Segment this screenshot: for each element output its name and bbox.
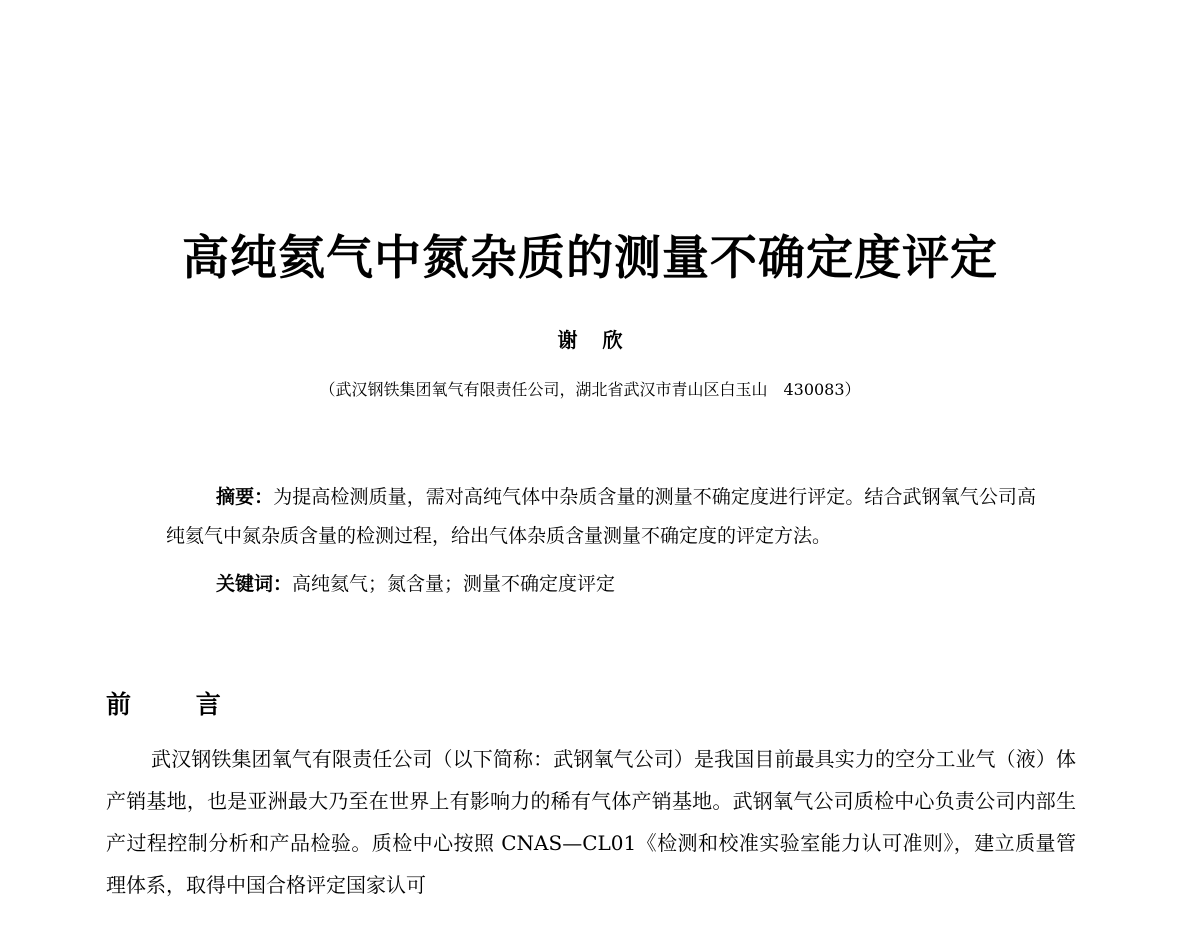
author-name: 谢 欣 [557,328,623,352]
abstract-label: 摘要： [216,486,274,508]
abstract-block [166,478,1036,604]
keywords-line [166,565,1036,604]
abstract-text: 为提高检测质量，需对高纯气体中杂质含量的测量不确定度进行评定。结合武钢氧气公司高纯氦气中氮杂质含量的检测过程，给出气体杂质含量测量不确定度的评定方法。 [166,486,1036,547]
abstract-paragraph [166,478,1036,555]
keywords-text: 高纯氦气；氮含量；测量不确定度评定 [292,573,616,595]
paper-title: 高纯氦气中氮杂质的测量不确定度评定 [182,231,998,286]
section-body [106,738,1076,906]
author-affiliation: （武汉钢铁集团氧气有限责任公司，湖北省武汉市青山区白玉山 430083） [319,380,861,399]
keywords-label: 关键词： [216,573,293,595]
body-paragraph: 武汉钢铁集团氧气有限责任公司（以下简称：武钢氧气公司）是我国目前最具实力的空分工业气（液）体产销基地，也是亚洲最大乃至在世界上有影响力的稀有气体产销基地。武钢氧气公司质检中心负责公司内部生产过程控制分析和产品检验。质检中心按照 CNAS—CL01《检测和校准实验室能力认可准则》，建立质量管理体系，取得中国合格评定国家认可 [106,747,1076,897]
section-heading: 前 言 [106,690,249,719]
